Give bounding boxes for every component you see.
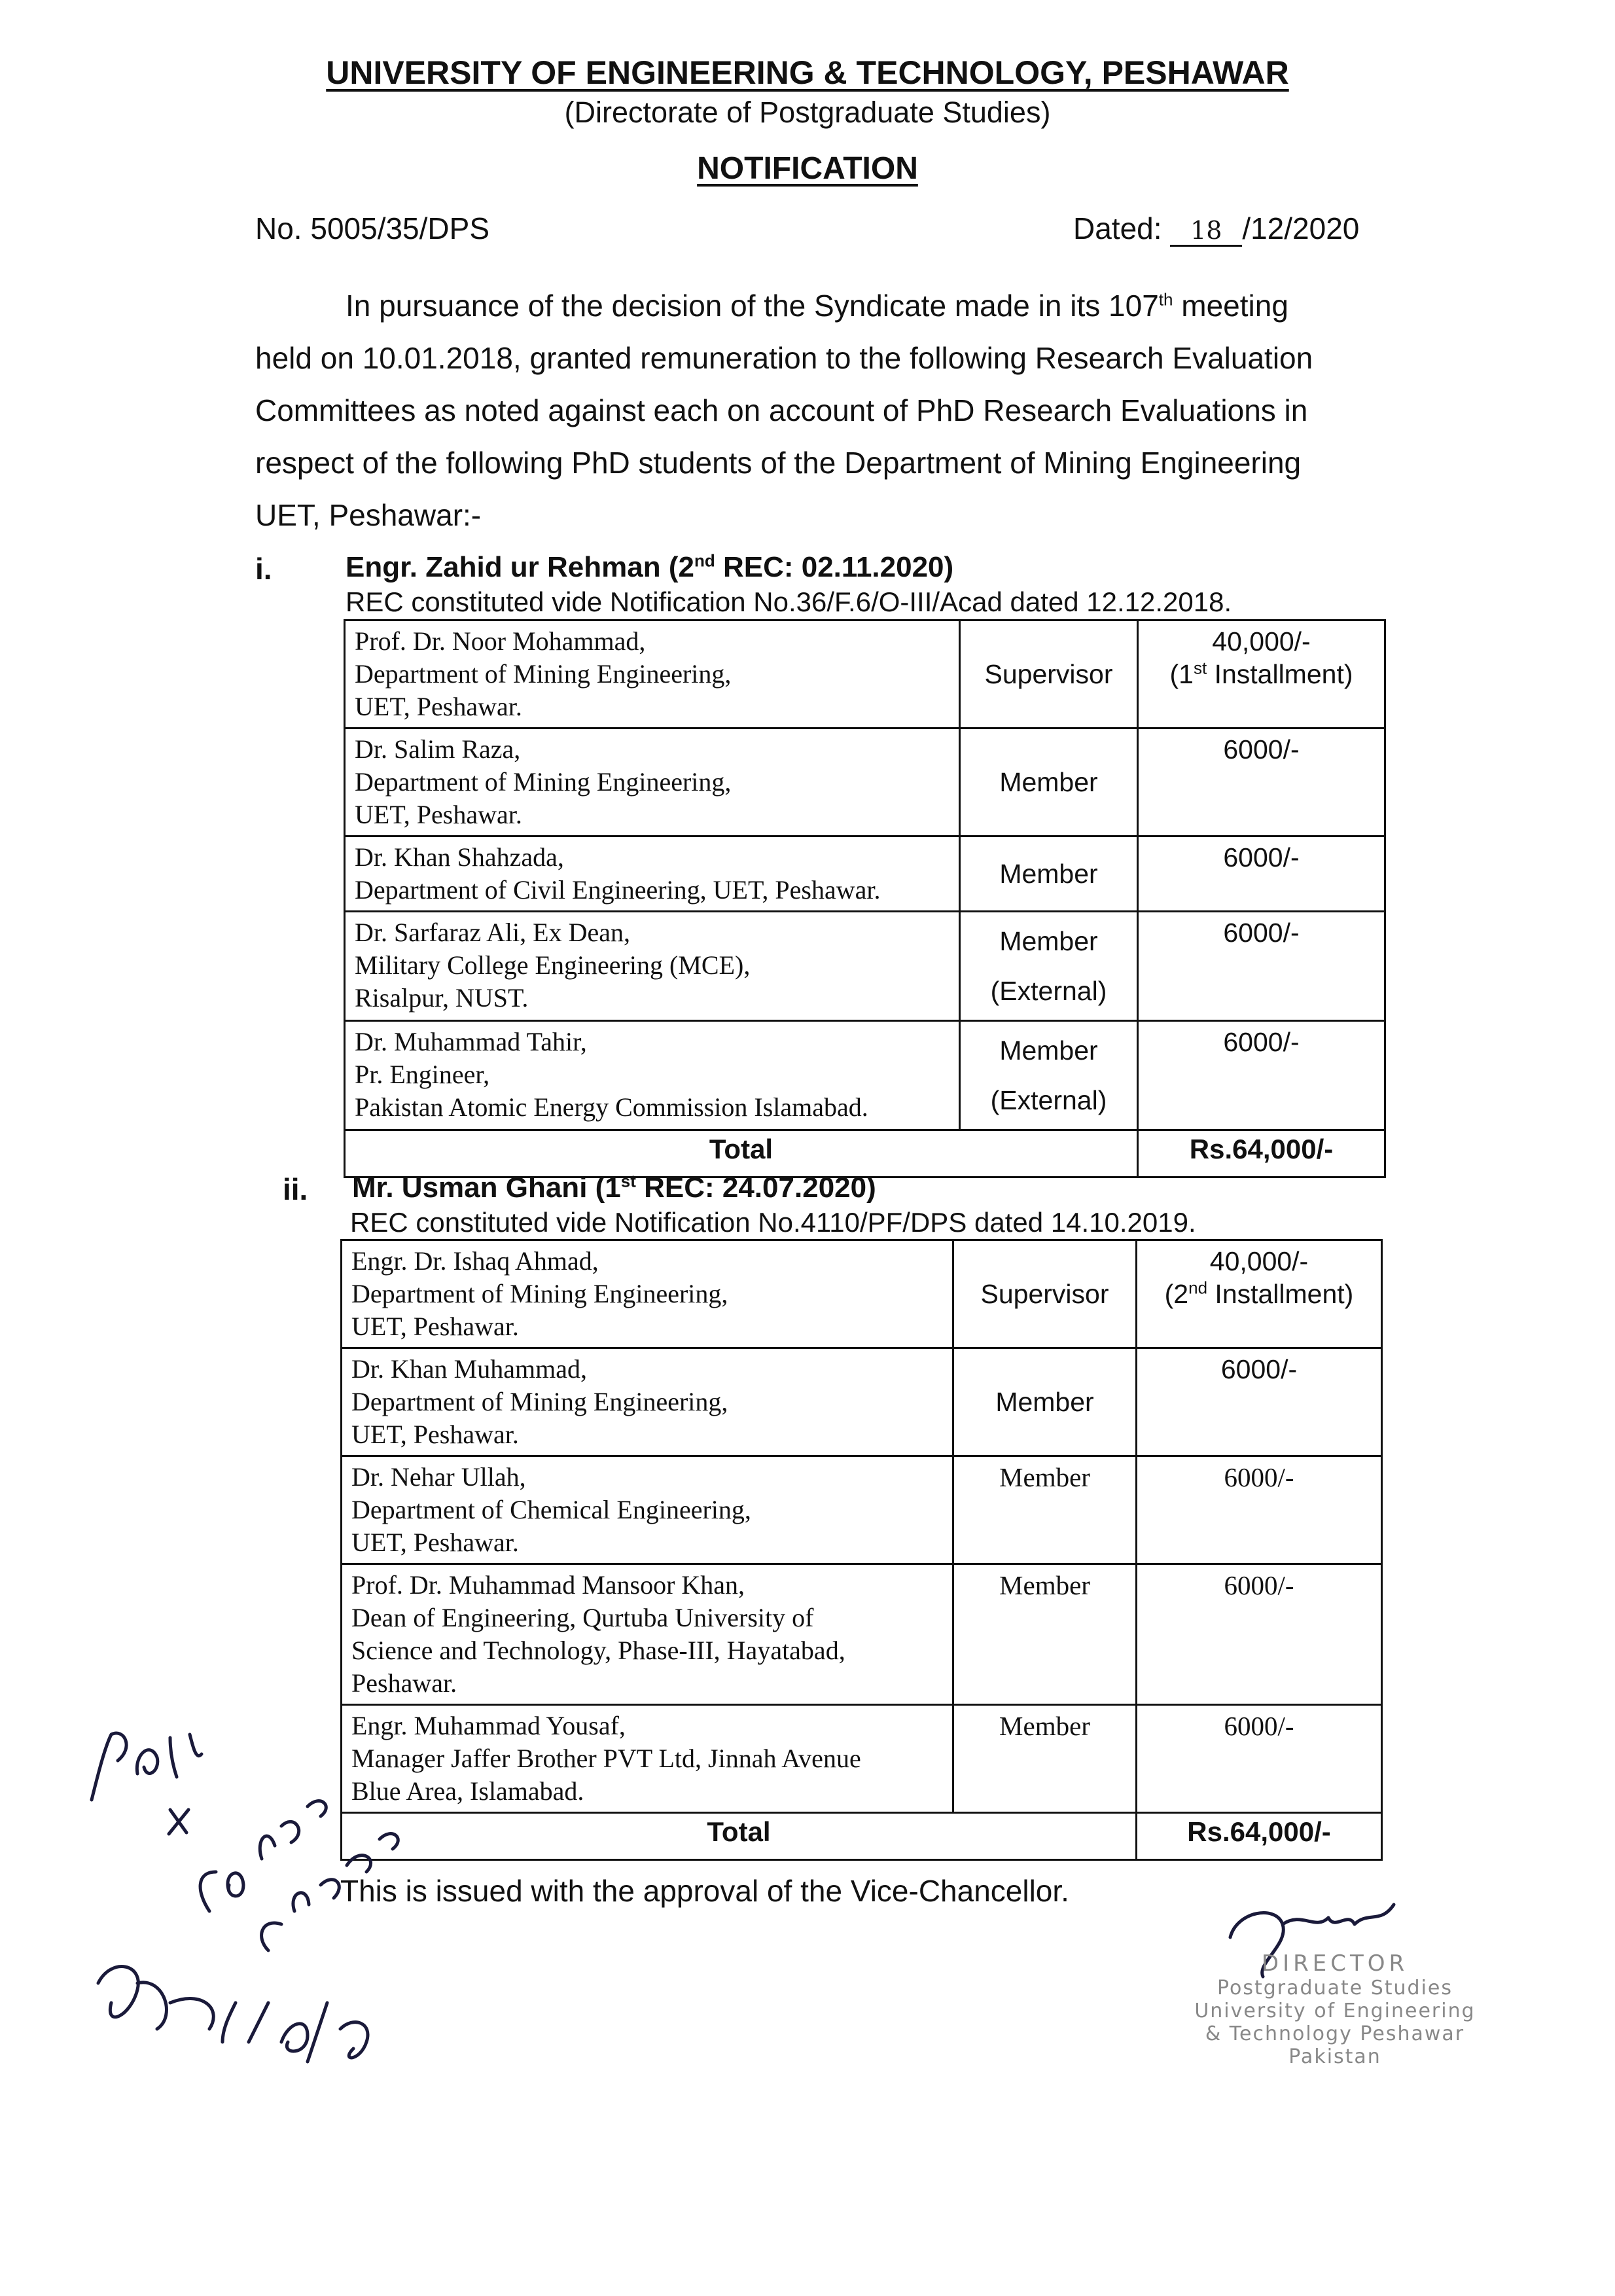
date-label: Dated: xyxy=(1073,211,1162,245)
member-name: Dr. Muhammad Tahir, Pr. Engineer, Pakistan Atomic Energy Commission Islamabad. xyxy=(345,1021,960,1130)
member-role: Member (External) xyxy=(960,1021,1138,1130)
notification-heading: NOTIFICATION xyxy=(697,151,918,186)
section-subheading: REC constituted vide Notification No.36/F.6/O-III/Acad dated 12.12.2018. xyxy=(346,586,1232,617)
body-line-1-end: meeting xyxy=(1173,289,1288,323)
member-amount: 40,000/- (1st Installment) xyxy=(1138,620,1385,728)
member-role: Member xyxy=(960,836,1138,912)
stamp-line: University of Engineering xyxy=(1194,2000,1476,2022)
total-amount: Rs.64,000/- xyxy=(1138,1130,1385,1177)
section-marker: i. xyxy=(255,552,272,586)
member-name: Dr. Sarfaraz Ali, Ex Dean, Military College Engineering (MCE), Risalpur, NUST. xyxy=(345,912,960,1021)
section-heading xyxy=(346,551,953,584)
member-role: Member xyxy=(960,728,1138,836)
table-row xyxy=(345,836,1385,912)
total-row xyxy=(342,1813,1382,1860)
stamp-line: Pakistan xyxy=(1288,2045,1381,2068)
member-role: Member xyxy=(953,1564,1137,1705)
member-name: Dr. Nehar Ullah, Department of Chemical Engineering, UET, Peshawar. xyxy=(342,1456,953,1564)
member-amount: 6000/- xyxy=(1137,1564,1382,1705)
notification-number: No. 5005/35/DPS xyxy=(255,211,490,245)
member-role: Member xyxy=(953,1705,1137,1813)
table-row xyxy=(345,912,1385,1021)
table-row xyxy=(342,1705,1382,1813)
table-row xyxy=(342,1348,1382,1456)
member-name: Dr. Khan Shahzada, Department of Civil Engineering, UET, Peshawar. xyxy=(345,836,960,912)
date-day: 18 xyxy=(1170,216,1242,247)
section-heading-text: Engr. Zahid ur Rehman (2 xyxy=(346,551,694,583)
member-name: Engr. Muhammad Yousaf, Manager Jaffer Brother PVT Ltd, Jinnah Avenue Blue Area, Islamabad. xyxy=(342,1705,953,1813)
section-heading-sup: nd xyxy=(694,550,715,571)
table-row xyxy=(342,1564,1382,1705)
member-amount: 6000/- xyxy=(1138,912,1385,1021)
member-amount: 6000/- xyxy=(1138,836,1385,912)
member-role: Member (External) xyxy=(960,912,1138,1021)
body-line-1 xyxy=(346,288,1288,323)
member-name: Engr. Dr. Ishaq Ahmad, Department of Mining Engineering, UET, Peshawar. xyxy=(342,1240,953,1348)
table-row xyxy=(342,1456,1382,1564)
rec-table-2 xyxy=(340,1239,1383,1861)
section-heading-end: REC: 24.07.2020) xyxy=(635,1172,876,1204)
body-line-3: Committees as noted against each on account of PhD Research Evaluations in xyxy=(255,393,1308,427)
rec-table-1 xyxy=(344,619,1386,1178)
body-line-2: held on 10.01.2018, granted remuneration to the following Research Evaluation xyxy=(255,341,1313,375)
date-month-year: /12/2020 xyxy=(1242,211,1360,245)
member-amount: 6000/- xyxy=(1137,1705,1382,1813)
member-amount: 6000/- xyxy=(1137,1348,1382,1456)
member-name: Dr. Khan Muhammad, Department of Mining Engineering, UET, Peshawar. xyxy=(342,1348,953,1456)
section-heading-sup: st xyxy=(620,1171,636,1191)
section-subheading: REC constituted vide Notification No.4110/PF/DPS dated 14.10.2019. xyxy=(350,1207,1196,1238)
director-stamp xyxy=(1139,1950,1531,2068)
handwritten-note xyxy=(72,1676,478,2111)
member-name: Prof. Dr. Noor Mohammad, Department of Mining Engineering, UET, Peshawar. xyxy=(345,620,960,728)
member-role: Member xyxy=(953,1456,1137,1564)
section-marker: ii. xyxy=(283,1172,308,1206)
member-amount: 6000/- xyxy=(1138,1021,1385,1130)
body-line-1-text: In pursuance of the decision of the Syndicate made in its 107 xyxy=(346,289,1159,323)
table-row xyxy=(342,1240,1382,1348)
stamp-line: Postgraduate Studies xyxy=(1216,1977,1453,2000)
member-name: Prof. Dr. Muhammad Mansoor Khan, Dean of Engineering, Qurtuba University of Science and Technology, Phase-III, Hayatabad, Peshawar. xyxy=(342,1564,953,1705)
total-label: Total xyxy=(342,1813,1137,1860)
closing-statement: This is issued with the approval of the Vice-Chancellor. xyxy=(340,1874,1069,1908)
total-row xyxy=(345,1130,1385,1177)
member-amount: 6000/- xyxy=(1138,728,1385,836)
section-heading xyxy=(352,1172,876,1204)
member-name: Dr. Salim Raza, Department of Mining Engineering, UET, Peshawar. xyxy=(345,728,960,836)
section-heading-end: REC: 02.11.2020) xyxy=(715,551,954,583)
total-amount: Rs.64,000/- xyxy=(1137,1813,1382,1860)
stamp-line: DIRECTOR xyxy=(1261,1950,1409,1977)
table-row xyxy=(345,728,1385,836)
section-heading-text: Mr. Usman Ghani (1 xyxy=(352,1172,621,1204)
stamp-line: & Technology Peshawar xyxy=(1205,2022,1465,2045)
member-role: Supervisor xyxy=(960,620,1138,728)
table-row xyxy=(345,620,1385,728)
member-role: Supervisor xyxy=(953,1240,1137,1348)
directorate-subtitle: (Directorate of Postgraduate Studies) xyxy=(564,96,1051,129)
body-line-4: respect of the following PhD students of the Department of Mining Engineering xyxy=(255,446,1302,480)
table-row xyxy=(345,1021,1385,1130)
university-title: UNIVERSITY OF ENGINEERING & TECHNOLOGY, PESHAWAR xyxy=(326,54,1289,91)
handwriting-scribble xyxy=(72,1676,478,2108)
body-line-1-sup: th xyxy=(1158,289,1173,310)
member-role: Member xyxy=(953,1348,1137,1456)
total-label: Total xyxy=(345,1130,1138,1177)
member-amount: 40,000/- (2nd Installment) xyxy=(1137,1240,1382,1348)
member-amount: 6000/- xyxy=(1137,1456,1382,1564)
body-line-5: UET, Peshawar:- xyxy=(255,498,482,532)
notification-date xyxy=(1073,211,1359,247)
